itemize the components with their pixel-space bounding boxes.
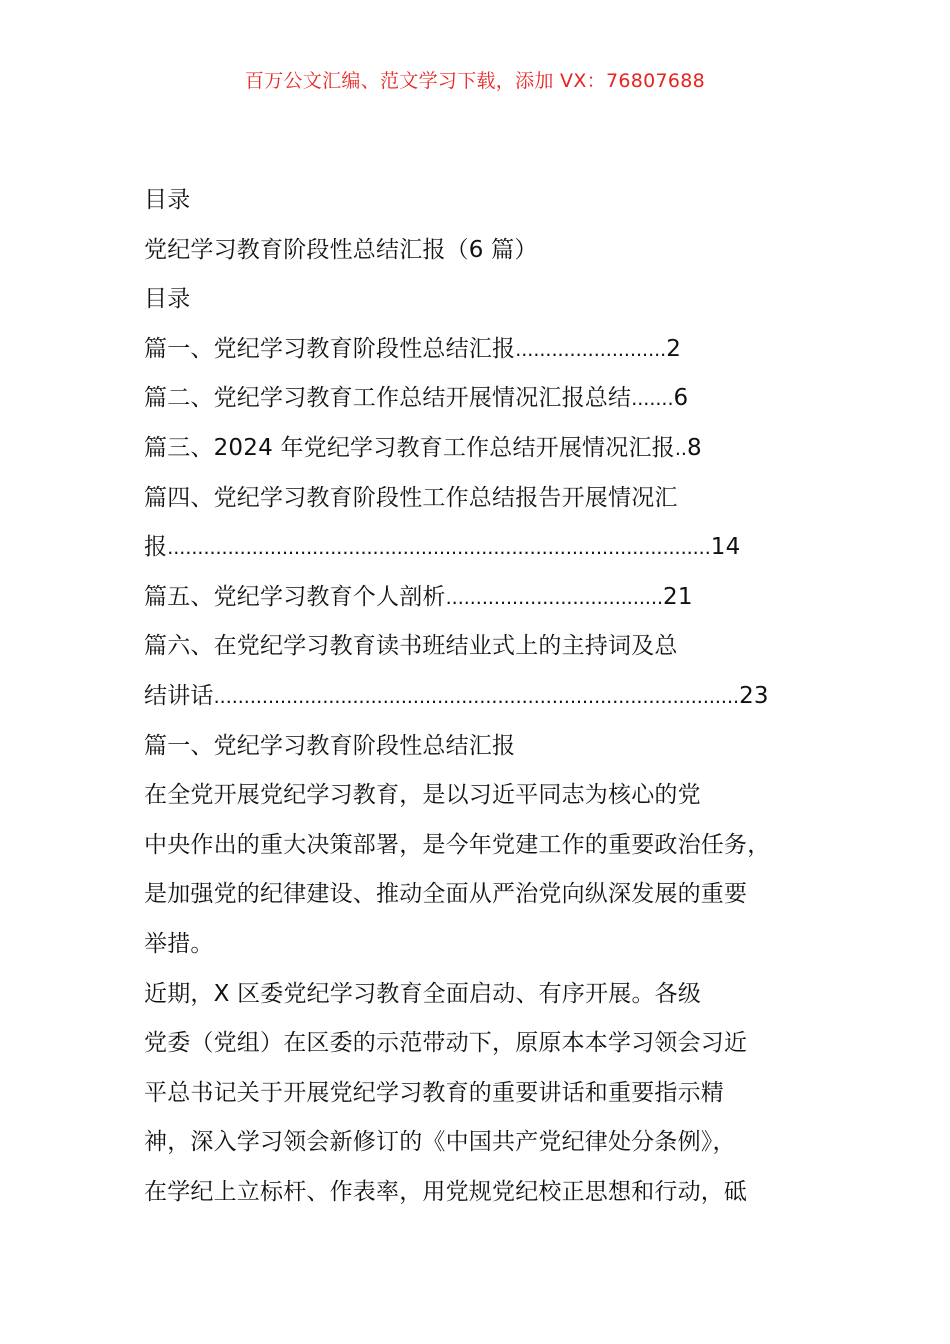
paragraph-line: 在学纪上立标杆、作表率，用党规党纪校正思想和行动，砥 bbox=[144, 1178, 748, 1205]
paragraph-line: 举措。 bbox=[144, 930, 214, 957]
toc-leader-dots: ....................................................................................... bbox=[213, 685, 740, 708]
paragraph-line: 党委（党组）在区委的示范带动下，原原本本学习领会习近 bbox=[144, 1030, 748, 1057]
toc-entry-1[interactable] bbox=[144, 325, 804, 375]
toc-entry-text: 篇三、2024 年党纪学习教育工作总结开展情况汇报 bbox=[144, 434, 675, 461]
toc-entry-4[interactable] bbox=[144, 474, 804, 524]
toc-page-number: 21 bbox=[663, 583, 693, 610]
toc-entry-5[interactable] bbox=[144, 573, 804, 623]
toc-leader-dots: .......................................................................................... bbox=[167, 537, 711, 560]
toc-page-number: 2 bbox=[666, 335, 682, 362]
paragraph-line: 神，深入学习领会新修订的《中国共产党纪律处分条例》， bbox=[144, 1129, 736, 1156]
toc-leader-dots: ....... bbox=[631, 388, 674, 411]
paragraph-line: 在全党开展党纪学习教育，是以习近平同志为核心的党 bbox=[144, 782, 701, 809]
paragraph-line: 平总书记关于开展党纪学习教育的重要讲话和重要指示精 bbox=[144, 1079, 724, 1106]
section-heading: 篇一、党纪学习教育阶段性总结汇报 bbox=[144, 732, 516, 759]
toc-page-number: 6 bbox=[673, 385, 689, 412]
toc-leader-dots: ......................... bbox=[515, 338, 667, 361]
toc-entry-3[interactable] bbox=[144, 424, 804, 474]
toc-entry-text: 结讲话 bbox=[144, 682, 214, 709]
document-title: 党纪学习教育阶段性总结汇报（6 篇） bbox=[144, 236, 538, 263]
toc-entry-text: 篇二、党纪学习教育工作总结开展情况汇报总结 bbox=[144, 385, 632, 412]
toc-entry-text: 篇四、党纪学习教育阶段性工作总结报告开展情况汇 bbox=[144, 484, 678, 511]
toc-leader-dots: .. bbox=[674, 437, 687, 460]
toc-entry-text: 篇五、党纪学习教育个人剖析 bbox=[144, 583, 446, 610]
paragraph-line: 近期，X 区委党纪学习教育全面启动、有序开展。各级 bbox=[144, 980, 702, 1007]
toc-entry-4-continued[interactable] bbox=[144, 523, 804, 573]
toc-entry-2[interactable] bbox=[144, 374, 804, 424]
toc-page-number: 8 bbox=[686, 434, 702, 461]
toc-page-number: 14 bbox=[710, 534, 741, 561]
toc-page-number: 23 bbox=[739, 682, 769, 709]
toc-label: 目录 bbox=[144, 187, 191, 213]
paragraph-line: 是加强党的纪律建设、推动全面从严治党向纵深发展的重要 bbox=[144, 881, 748, 908]
toc-entry-text: 报 bbox=[144, 534, 168, 561]
paragraph-line: 中央作出的重大决策部署，是今年党建工作的重要政治任务， bbox=[144, 831, 771, 858]
toc-entry-6-continued[interactable] bbox=[144, 672, 804, 722]
toc-label: 目录 bbox=[144, 286, 191, 313]
header-watermark-text: 百万公文汇编、范文学习下载，添加 VX：76807688 bbox=[244, 70, 706, 92]
toc-entry-text: 篇一、党纪学习教育阶段性总结汇报 bbox=[144, 335, 516, 362]
toc-leader-dots: .................................... bbox=[445, 586, 664, 609]
toc-entry-text: 篇六、在党纪学习教育读书班结业式上的主持词及总 bbox=[144, 633, 678, 660]
toc-entry-6[interactable] bbox=[144, 622, 804, 672]
document-body bbox=[144, 176, 804, 1217]
